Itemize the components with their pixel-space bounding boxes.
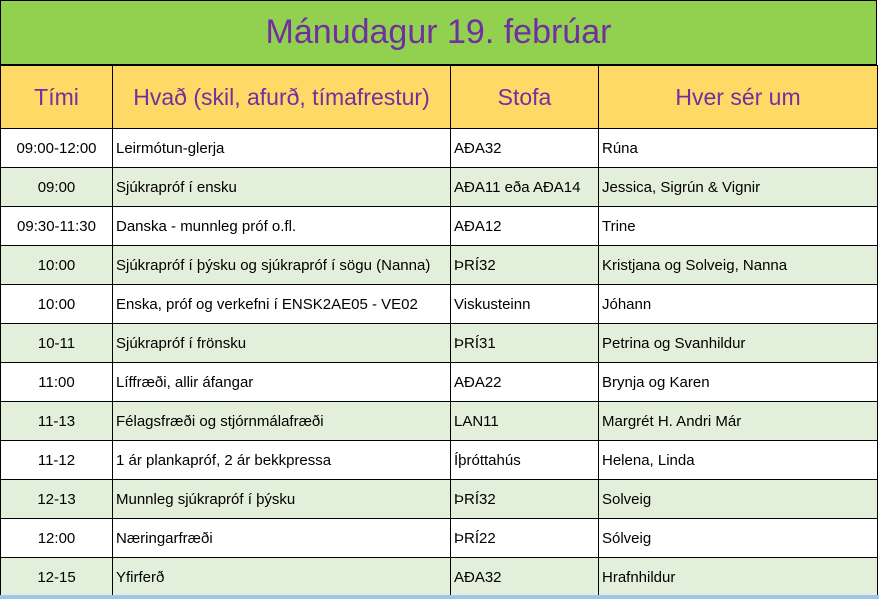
table-row xyxy=(1,402,878,441)
time-cell: 10-11 xyxy=(1,324,113,363)
table-row xyxy=(1,480,878,519)
page-title: Mánudagur 19. febrúar xyxy=(265,13,612,51)
schedule-table xyxy=(0,65,878,597)
who-cell: Helena, Linda xyxy=(599,441,878,480)
what-cell: 1 ár plankapróf, 2 ár bekkpressa xyxy=(113,441,451,480)
who-cell: Margrét H. Andri Már xyxy=(599,402,878,441)
room-cell: ÞRÍ32 xyxy=(451,246,599,285)
who-cell: Petrina og Svanhildur xyxy=(599,324,878,363)
table-row xyxy=(1,129,878,168)
header-what: Hvað (skil, afurð, tímafrestur) xyxy=(113,66,451,129)
room-cell: ÞRÍ22 xyxy=(451,519,599,558)
room-cell: AÐA11 eða AÐA14 xyxy=(451,168,599,207)
table-row xyxy=(1,285,878,324)
what-cell: Leirmótun-glerja xyxy=(113,129,451,168)
who-cell: Solveig xyxy=(599,480,878,519)
what-cell: Líffræði, allir áfangar xyxy=(113,363,451,402)
table-row xyxy=(1,324,878,363)
header-who: Hver sér um xyxy=(599,66,878,129)
room-cell: AÐA32 xyxy=(451,558,599,597)
what-cell: Sjúkrapróf í ensku xyxy=(113,168,451,207)
who-cell: Hrafnhildur xyxy=(599,558,878,597)
table-row xyxy=(1,558,878,597)
table-row xyxy=(1,441,878,480)
room-cell: ÞRÍ32 xyxy=(451,480,599,519)
what-cell: Yfirferð xyxy=(113,558,451,597)
time-cell: 09:00-12:00 xyxy=(1,129,113,168)
who-cell: Brynja og Karen xyxy=(599,363,878,402)
time-cell: 12:00 xyxy=(1,519,113,558)
time-cell: 11-13 xyxy=(1,402,113,441)
room-cell: AÐA32 xyxy=(451,129,599,168)
time-cell: 09:30-11:30 xyxy=(1,207,113,246)
what-cell: Enska, próf og verkefni í ENSK2AE05 - VE02 xyxy=(113,285,451,324)
header-room: Stofa xyxy=(451,66,599,129)
time-cell: 10:00 xyxy=(1,285,113,324)
what-cell: Félagsfræði og stjórnmálafræði xyxy=(113,402,451,441)
who-cell: Sólveig xyxy=(599,519,878,558)
who-cell: Rúna xyxy=(599,129,878,168)
what-cell: Munnleg sjúkrapróf í þýsku xyxy=(113,480,451,519)
room-cell: Íþróttahús xyxy=(451,441,599,480)
what-cell: Danska - munnleg próf o.fl. xyxy=(113,207,451,246)
who-cell: Kristjana og Solveig, Nanna xyxy=(599,246,878,285)
table-row xyxy=(1,168,878,207)
room-cell: LAN11 xyxy=(451,402,599,441)
table-row xyxy=(1,246,878,285)
who-cell: Trine xyxy=(599,207,878,246)
time-cell: 10:00 xyxy=(1,246,113,285)
header-time: Tími xyxy=(1,66,113,129)
room-cell: Viskusteinn xyxy=(451,285,599,324)
room-cell: AÐA22 xyxy=(451,363,599,402)
title-bar xyxy=(0,0,877,65)
who-cell: Jóhann xyxy=(599,285,878,324)
header-row xyxy=(1,66,878,129)
what-cell: Sjúkrapróf í frönsku xyxy=(113,324,451,363)
what-cell: Næringarfræði xyxy=(113,519,451,558)
table-row xyxy=(1,363,878,402)
room-cell: ÞRÍ31 xyxy=(451,324,599,363)
time-cell: 12-15 xyxy=(1,558,113,597)
time-cell: 09:00 xyxy=(1,168,113,207)
table-row xyxy=(1,207,878,246)
table-row xyxy=(1,519,878,558)
time-cell: 11-12 xyxy=(1,441,113,480)
who-cell: Jessica, Sigrún & Vignir xyxy=(599,168,878,207)
time-cell: 11:00 xyxy=(1,363,113,402)
time-cell: 12-13 xyxy=(1,480,113,519)
what-cell: Sjúkrapróf í þýsku og sjúkrapróf í sögu (Nanna) xyxy=(113,246,451,285)
bottom-divider xyxy=(0,595,879,599)
room-cell: AÐA12 xyxy=(451,207,599,246)
